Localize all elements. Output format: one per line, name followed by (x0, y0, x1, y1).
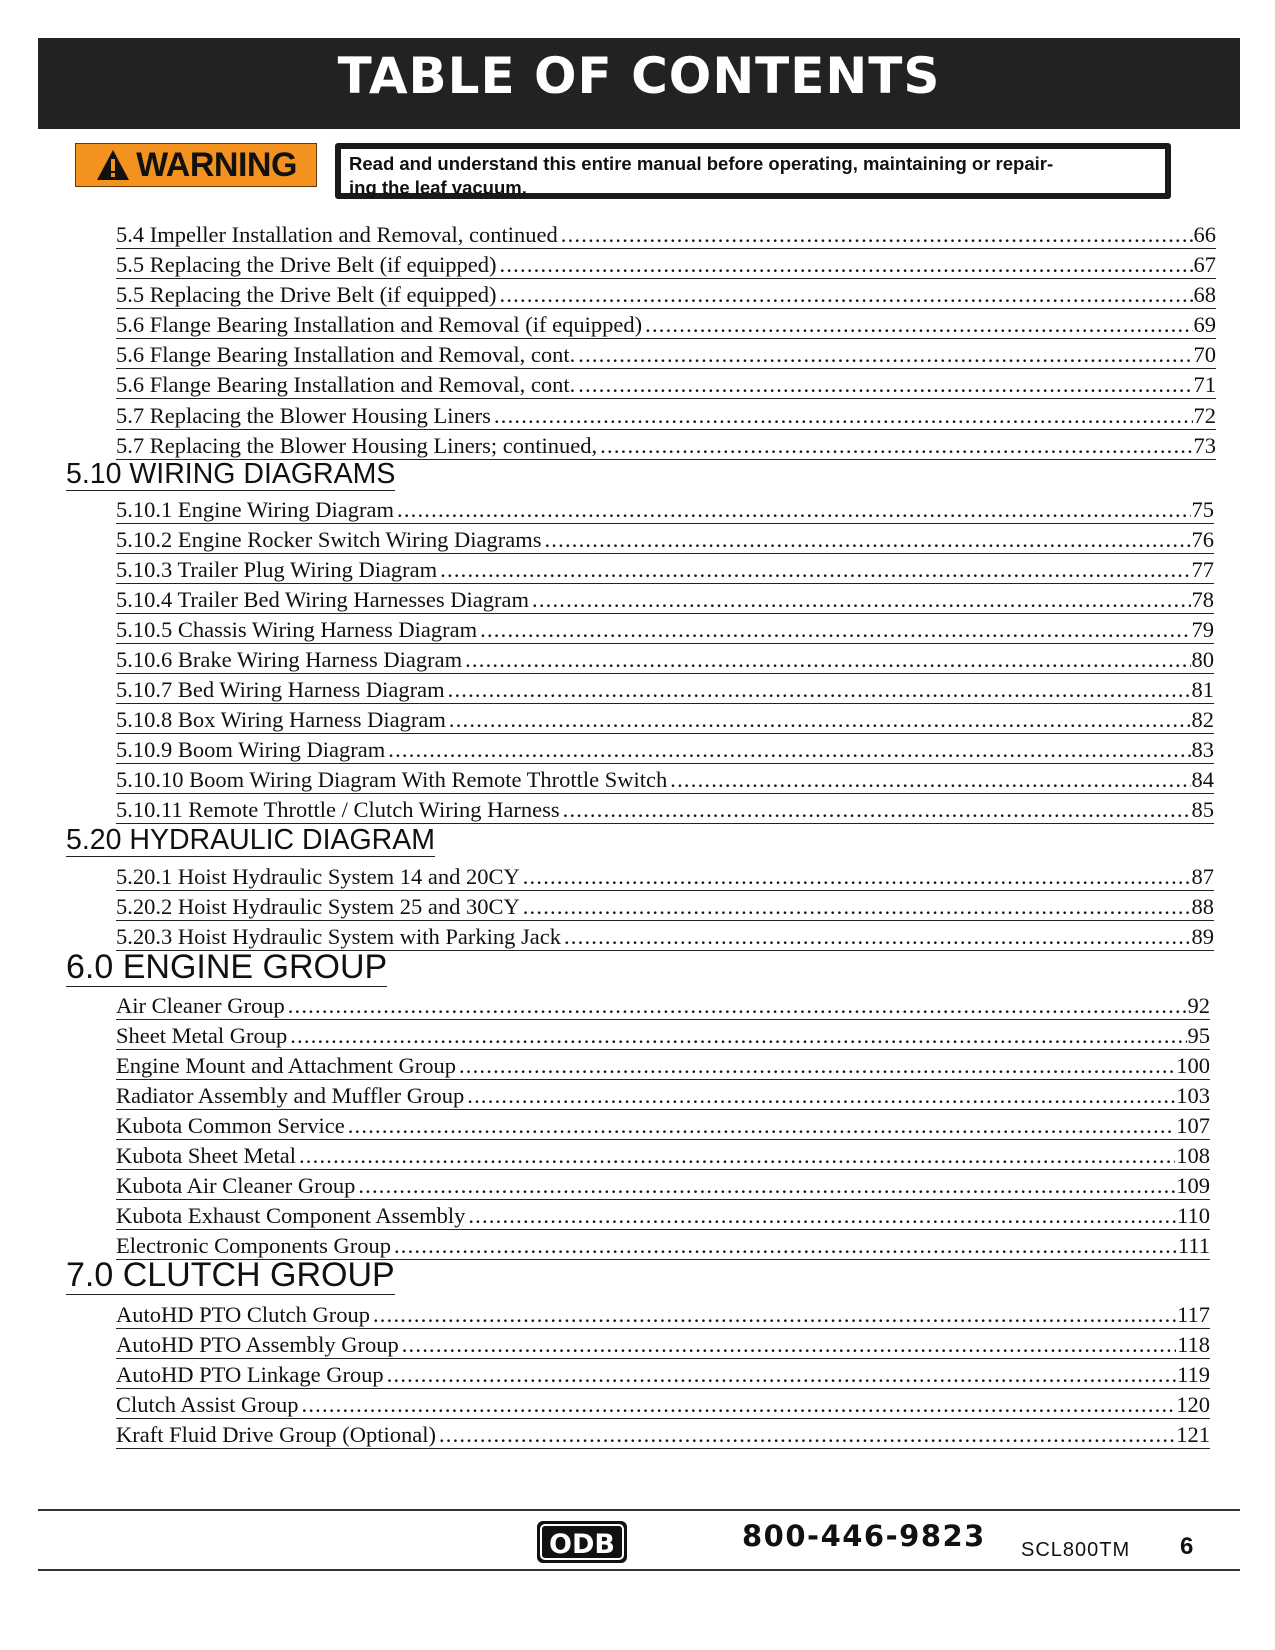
toc-entry[interactable] (116, 1422, 1210, 1449)
toc-entry-title: Electronic Components Group (116, 1233, 391, 1258)
toc-page-number: 72 (1193, 403, 1216, 428)
toc-entry-title: Kubota Common Service (116, 1113, 345, 1138)
toc-entry-title: 5.7 Replacing the Blower Housing Liners (116, 403, 491, 428)
toc-entry-title: 5.20.3 Hoist Hydraulic System with Parking Jack (116, 924, 561, 949)
toc-dot-leader (578, 342, 1192, 368)
toc-page-number: 120 (1176, 1392, 1210, 1417)
toc-dot-leader (394, 1233, 1177, 1259)
toc-page-number: 75 (1191, 497, 1214, 522)
toc-dot-leader (302, 1392, 1176, 1418)
toc-section-heading[interactable]: 7.0 CLUTCH GROUP (66, 1256, 395, 1294)
toc-entry-title: 5.6 Flange Bearing Installation and Removal (if equipped) (116, 312, 643, 337)
footer-model: SCL800TM (1021, 1539, 1131, 1561)
toc-dot-leader (358, 1173, 1175, 1199)
toc-entry[interactable] (116, 1143, 1210, 1170)
toc-entry[interactable] (116, 1053, 1210, 1080)
toc-dot-leader (467, 1083, 1175, 1109)
toc-dot-leader (348, 1113, 1176, 1139)
toc-page-number: 109 (1176, 1173, 1210, 1198)
toc-entry[interactable] (116, 1203, 1210, 1230)
toc-entry[interactable] (116, 924, 1214, 951)
toc-entry[interactable] (116, 1113, 1210, 1140)
toc-page-number: 84 (1191, 767, 1214, 792)
toc-entry[interactable] (116, 1332, 1210, 1359)
toc-entry-title: Clutch Assist Group (116, 1392, 299, 1417)
toc-entry-title: 5.5 Replacing the Drive Belt (if equipped) (116, 282, 497, 307)
toc-page-number: 69 (1193, 312, 1216, 337)
toc-page-number: 87 (1191, 864, 1214, 889)
toc-entry[interactable] (116, 497, 1214, 524)
toc-dot-leader (299, 1143, 1175, 1169)
toc-entry-title: 5.20.2 Hoist Hydraulic System 25 and 30CY (116, 894, 520, 919)
toc-page-number: 119 (1177, 1362, 1210, 1387)
toc-dot-leader (600, 433, 1192, 459)
toc-dot-leader (532, 587, 1191, 613)
toc-page-number: 89 (1191, 924, 1214, 949)
toc-page-number: 77 (1191, 557, 1214, 582)
toc-page-number: 79 (1191, 617, 1214, 642)
toc-entry-title: Sheet Metal Group (116, 1023, 288, 1048)
toc-dot-leader (468, 1203, 1176, 1229)
toc-entry-title: Kubota Exhaust Component Assembly (116, 1203, 466, 1228)
toc-entry[interactable] (116, 372, 1216, 399)
toc-page-number: 68 (1193, 282, 1216, 307)
toc-entry-title: 5.10.3 Trailer Plug Wiring Diagram (116, 557, 438, 582)
toc-entry-title: 5.5 Replacing the Drive Belt (if equipped) (116, 252, 497, 277)
toc-entry-title: 5.10.1 Engine Wiring Diagram (116, 497, 394, 522)
toc-page-number: 80 (1191, 647, 1214, 672)
toc-entry[interactable] (116, 1083, 1210, 1110)
toc-dot-leader (563, 797, 1191, 823)
toc-page-number: 100 (1176, 1053, 1210, 1078)
toc-entry-title: Kraft Fluid Drive Group (Optional) (116, 1422, 436, 1447)
toc-dot-leader (459, 1053, 1175, 1079)
toc-page-number: 66 (1193, 222, 1216, 247)
toc-dot-leader (561, 222, 1193, 248)
toc-entry-title: 5.10.8 Box Wiring Harness Diagram (116, 707, 446, 732)
warning-message-line-1: Read and understand this entire manual before operating, maintaining or repair- (349, 153, 1054, 174)
toc-entry[interactable] (116, 1023, 1210, 1050)
toc-entry[interactable] (116, 1392, 1210, 1419)
toc-entry[interactable] (116, 767, 1214, 794)
toc-entry[interactable] (116, 677, 1214, 704)
toc-page-number: 83 (1191, 737, 1214, 762)
toc-dot-leader (670, 767, 1190, 793)
toc-page-number: 78 (1191, 587, 1214, 612)
toc-entry-title: Kubota Sheet Metal (116, 1143, 296, 1168)
toc-dot-leader (564, 924, 1191, 950)
warning-message-line-2: ing the leaf vacuum. (349, 177, 527, 198)
toc-dot-leader (544, 527, 1190, 553)
toc-entry-title: AutoHD PTO Clutch Group (116, 1302, 370, 1327)
toc-page-number: 73 (1193, 433, 1216, 458)
toc-entry[interactable] (116, 894, 1214, 921)
toc-page-number: 88 (1191, 894, 1214, 919)
toc-page-number: 82 (1191, 707, 1214, 732)
toc-entry-title: AutoHD PTO Assembly Group (116, 1332, 399, 1357)
toc-page-number: 71 (1193, 372, 1216, 397)
toc-page-number: 121 (1176, 1422, 1210, 1447)
odb-logo (536, 1520, 628, 1564)
footer-top-rule (38, 1509, 1240, 1511)
toc-entry-title: 5.10.4 Trailer Bed Wiring Harnesses Diagram (116, 587, 529, 612)
toc-dot-leader (465, 647, 1190, 673)
toc-dot-leader (449, 707, 1191, 733)
toc-dot-leader (645, 312, 1192, 338)
toc-entry[interactable] (116, 1302, 1210, 1329)
toc-entry-title: 5.10.9 Boom Wiring Diagram (116, 737, 386, 762)
toc-entry-title: 5.10.10 Boom Wiring Diagram With Remote Throttle Switch (116, 767, 668, 792)
toc-dot-leader (578, 372, 1192, 398)
toc-dot-leader (440, 557, 1190, 583)
toc-page-number: 70 (1193, 342, 1216, 367)
toc-dot-leader (290, 1023, 1186, 1049)
toc-dot-leader (439, 1422, 1175, 1448)
toc-entry-title: 5.10.6 Brake Wiring Harness Diagram (116, 647, 463, 672)
toc-page-number: 85 (1191, 797, 1214, 822)
warning-label: WARNING (136, 146, 297, 184)
toc-entry[interactable] (116, 557, 1214, 584)
toc-entry[interactable] (116, 797, 1214, 824)
toc-entry[interactable] (116, 312, 1216, 339)
toc-entry-title: Engine Mount and Attachment Group (116, 1053, 456, 1078)
toc-page-number: 107 (1176, 1113, 1210, 1138)
toc-dot-leader (387, 1362, 1176, 1388)
toc-dot-leader (523, 864, 1191, 890)
toc-page-number: 76 (1191, 527, 1214, 552)
toc-entry[interactable] (116, 864, 1214, 891)
toc-entry-title: 5.7 Replacing the Blower Housing Liners; continued, (116, 433, 598, 458)
toc-entry[interactable] (116, 647, 1214, 674)
toc-entry[interactable] (116, 252, 1216, 279)
toc-page-number: 111 (1177, 1233, 1210, 1258)
toc-entry[interactable] (116, 737, 1214, 764)
toc-dot-leader (480, 617, 1190, 643)
footer-bottom-rule (38, 1569, 1240, 1571)
toc-dot-leader (402, 1332, 1176, 1358)
toc-entry[interactable] (116, 403, 1216, 430)
toc-entry-title: Radiator Assembly and Muffler Group (116, 1083, 465, 1108)
toc-entry-title: 5.10.11 Remote Throttle / Clutch Wiring Harness (116, 797, 560, 822)
toc-entry-title: 5.20.1 Hoist Hydraulic System 14 and 20CY (116, 864, 520, 889)
toc-dot-leader (494, 403, 1193, 429)
toc-page-number: 118 (1177, 1332, 1210, 1357)
toc-entry-title: 5.6 Flange Bearing Installation and Removal, cont. (116, 342, 576, 367)
toc-page-number: 95 (1187, 1023, 1210, 1048)
toc-dot-leader (388, 737, 1190, 763)
toc-entry-title: 5.4 Impeller Installation and Removal, continued (116, 222, 558, 247)
toc-entry[interactable] (116, 282, 1216, 309)
toc-section-heading[interactable]: 5.10 WIRING DIAGRAMS (66, 458, 396, 490)
toc-entry[interactable] (116, 527, 1214, 554)
toc-page-number: 92 (1187, 993, 1210, 1018)
toc-dot-leader (523, 894, 1191, 920)
toc-entry[interactable] (116, 617, 1214, 644)
footer-phone: 800-446-9823 (742, 1519, 986, 1553)
toc-entry-title: 5.10.2 Engine Rocker Switch Wiring Diagrams (116, 527, 542, 552)
toc-entry-title: Air Cleaner Group (116, 993, 285, 1018)
toc-entry-title: 5.10.5 Chassis Wiring Harness Diagram (116, 617, 478, 642)
footer-page-number: 6 (1180, 1533, 1194, 1560)
toc-entry[interactable] (116, 707, 1214, 734)
toc-page-number: 103 (1176, 1083, 1210, 1108)
toc-page-number: 110 (1177, 1203, 1210, 1228)
toc-entry-title: Kubota Air Cleaner Group (116, 1173, 356, 1198)
toc-entry-title: 5.10.7 Bed Wiring Harness Diagram (116, 677, 445, 702)
toc-page-number: 108 (1176, 1143, 1210, 1168)
toc-dot-leader (397, 497, 1191, 523)
toc-entry-title: AutoHD PTO Linkage Group (116, 1362, 384, 1387)
toc-dot-leader (448, 677, 1191, 703)
toc-page-number: 67 (1193, 252, 1216, 277)
toc-page-number: 117 (1177, 1302, 1210, 1327)
toc-entry[interactable] (116, 342, 1216, 369)
toc-dot-leader (500, 282, 1193, 308)
toc-entry[interactable] (116, 1173, 1210, 1200)
toc-dot-leader (373, 1302, 1176, 1328)
odb-logo-text: ODB (549, 1529, 615, 1560)
toc-entry[interactable] (116, 222, 1216, 249)
toc-page-number: 81 (1191, 677, 1214, 702)
toc-entry-title: 5.6 Flange Bearing Installation and Removal, cont. (116, 372, 576, 397)
toc-dot-leader (500, 252, 1193, 278)
toc-section-heading[interactable]: 6.0 ENGINE GROUP (66, 948, 388, 986)
page-title: TABLE OF CONTENTS (337, 47, 941, 105)
toc-dot-leader (288, 993, 1187, 1019)
toc-section-heading[interactable]: 5.20 HYDRAULIC DIAGRAM (66, 824, 436, 856)
toc-entry[interactable] (116, 433, 1216, 460)
toc-entry[interactable] (116, 1362, 1210, 1389)
toc-entry[interactable] (116, 587, 1214, 614)
toc-entry[interactable] (116, 993, 1210, 1020)
